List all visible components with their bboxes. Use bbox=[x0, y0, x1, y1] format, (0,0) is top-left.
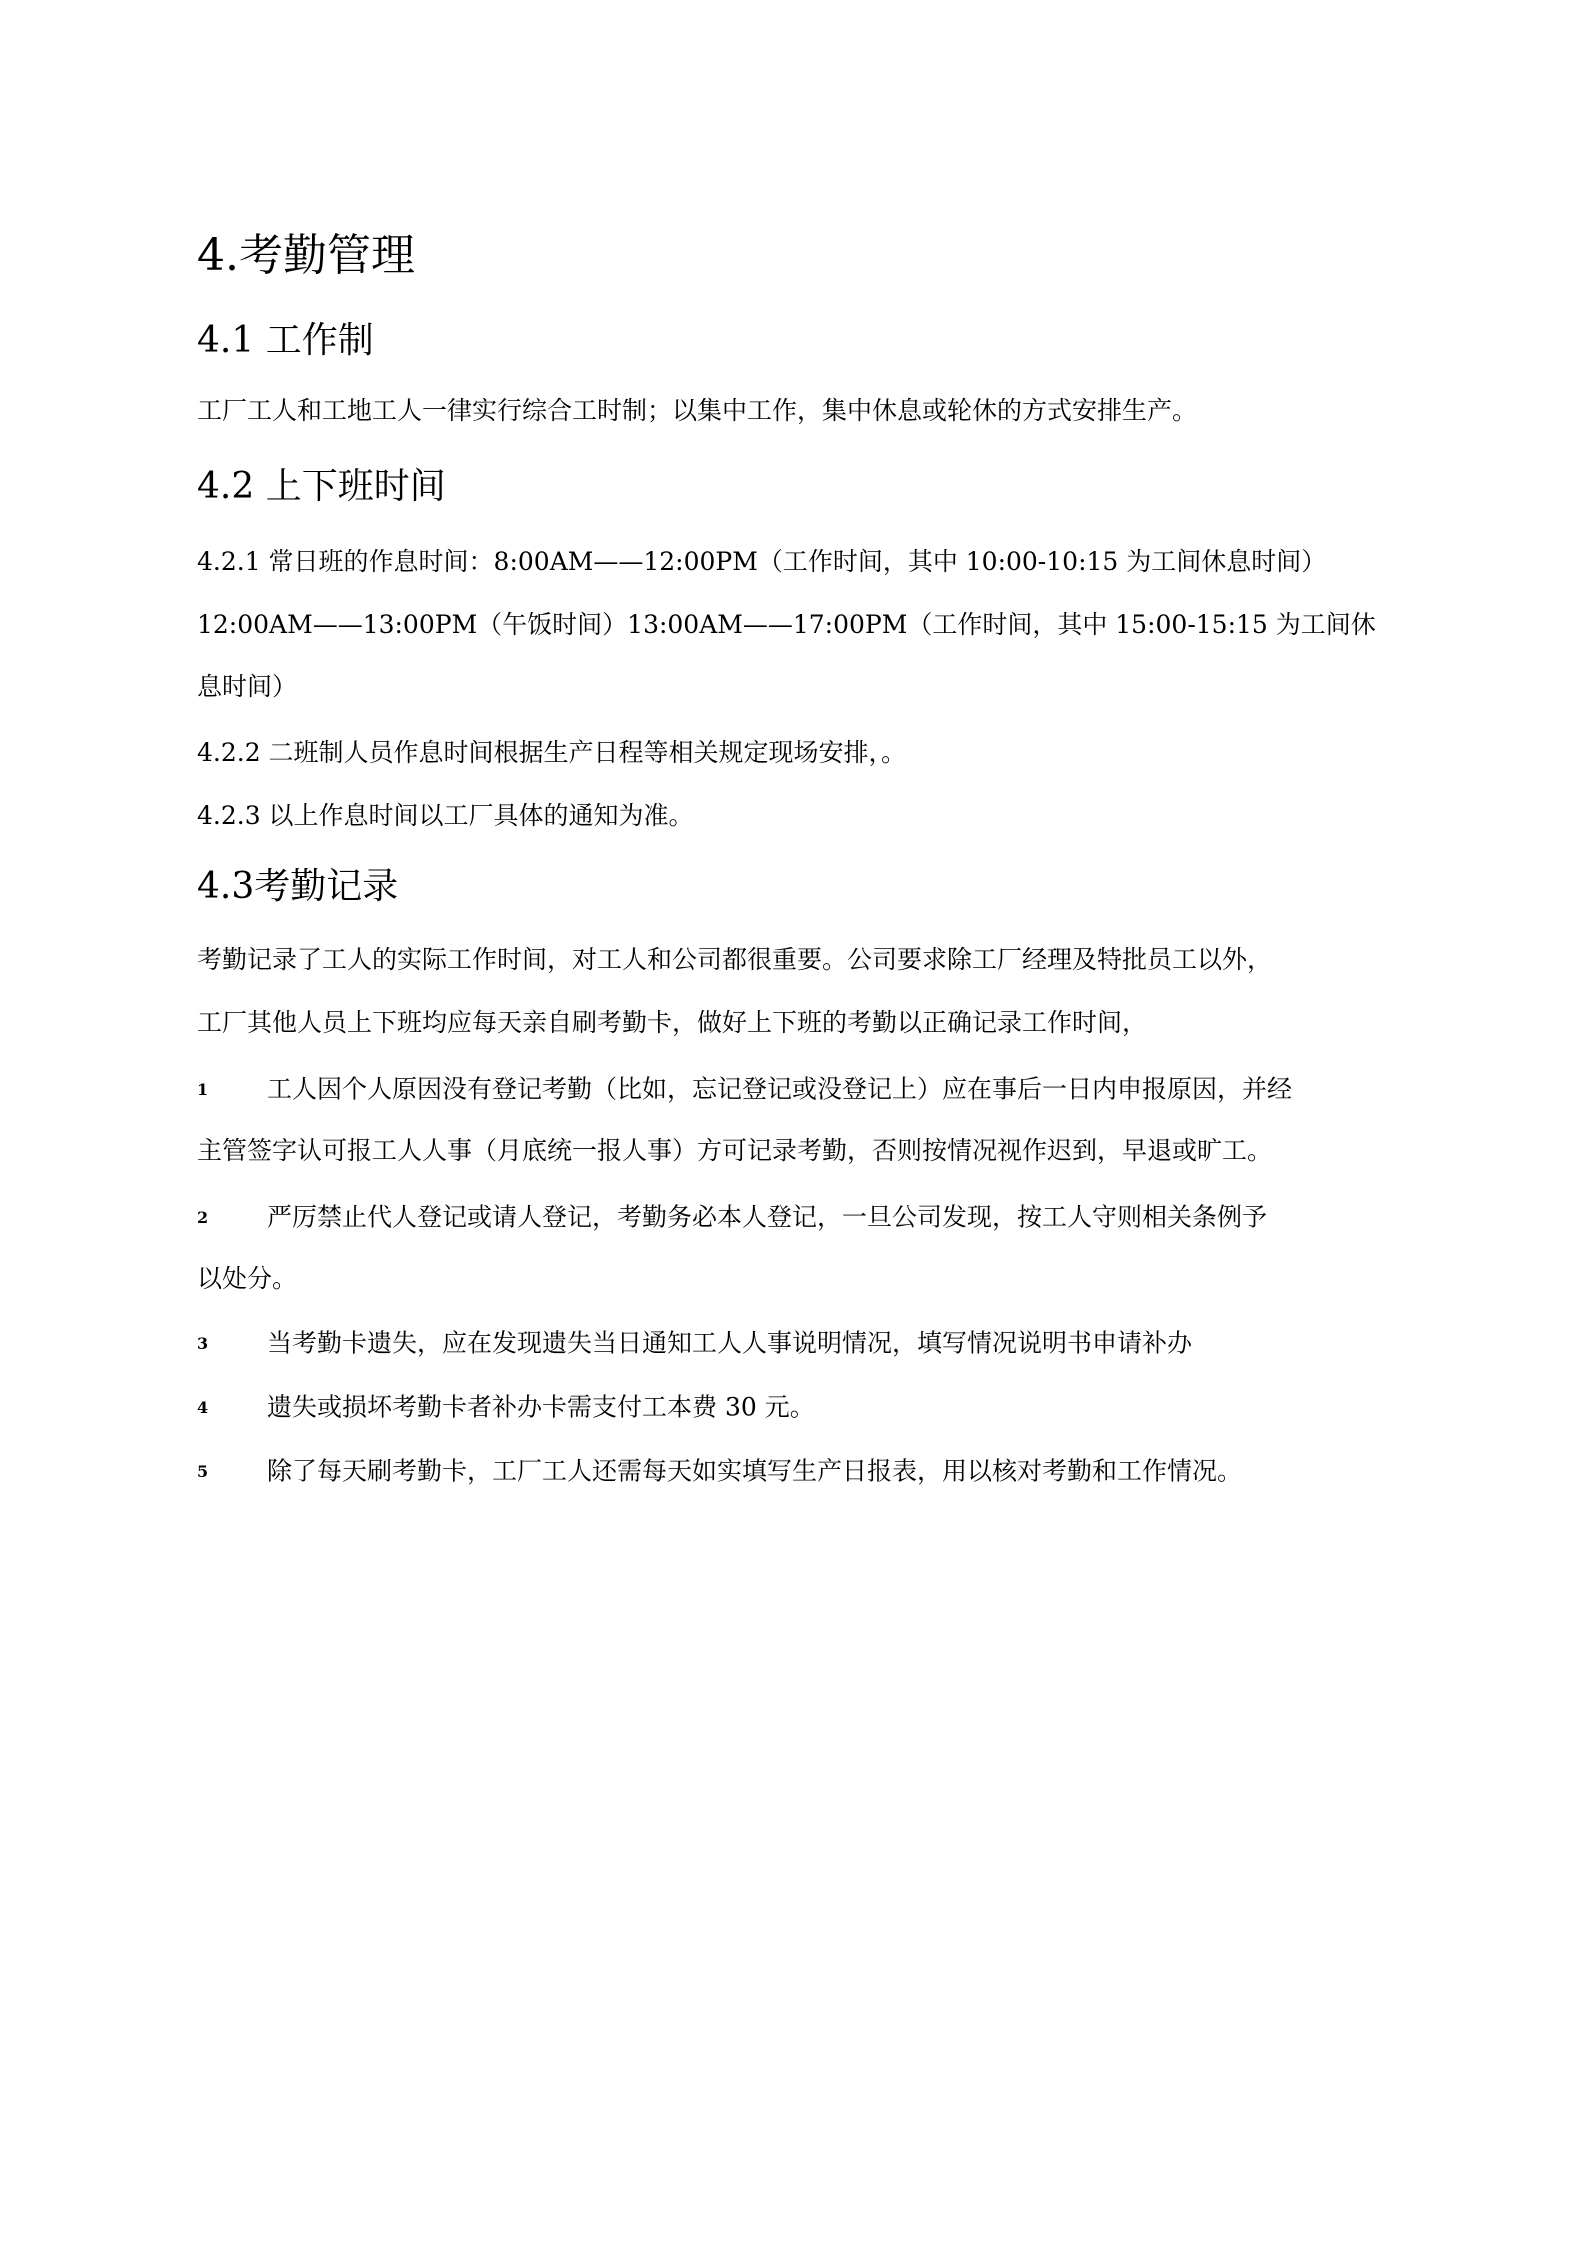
heading-4-2: 4.2 上下班时间 bbox=[197, 466, 446, 507]
list-item-text: 严厉禁止代人登记或请人登记，考勤务必本人登记，一旦公司发现，按工人守则相关条例予 bbox=[267, 1202, 1268, 1232]
heading-4-1: 4.1 工作制 bbox=[197, 320, 374, 361]
list-item-number: 2 bbox=[197, 1207, 209, 1227]
list-item-number: 1 bbox=[197, 1079, 209, 1099]
list-item-continuation: 主管签字认可报工人人事（月底统一报人事）方可记录考勤，否则按情况视作迟到，早退或旷工。 bbox=[197, 1136, 1273, 1165]
paragraph-4-3-intro-line-2: 工厂其他人员上下班均应每天亲自刷考勤卡，做好上下班的考勤以正确记录工作时间， bbox=[197, 1008, 1148, 1037]
list-item bbox=[197, 1199, 1267, 1235]
list-item bbox=[197, 1325, 1192, 1361]
list-item-text: 当考勤卡遗失，应在发现遗失当日通知工人人事说明情况，填写情况说明书申请补办 bbox=[267, 1328, 1193, 1358]
paragraph-4-2-1-line-1: 4.2.1 常日班的作息时间：8:00AM——12:00PM（工作时间，其中 10:00-10:15 为工间休息时间） bbox=[197, 547, 1327, 576]
list-item-text: 除了每天刷考勤卡，工厂工人还需每天如实填写生产日报表，用以核对考勤和工作情况。 bbox=[267, 1456, 1243, 1486]
paragraph-4-3-intro-line-1: 考勤记录了工人的实际工作时间，对工人和公司都很重要。公司要求除工厂经理及特批员工以外， bbox=[197, 945, 1273, 974]
heading-4-3: 4.3考勤记录 bbox=[197, 866, 399, 907]
list-item-number: 4 bbox=[197, 1397, 209, 1417]
list-item-number: 5 bbox=[197, 1461, 209, 1481]
paragraph-4-2-2: 4.2.2 二班制人员作息时间根据生产日程等相关规定现场安排，。 bbox=[197, 738, 907, 767]
list-item bbox=[197, 1453, 1242, 1489]
section-title: 4.考勤管理 bbox=[197, 230, 415, 281]
paragraph-4-2-1-line-2: 12:00AM——13:00PM（午饭时间）13:00AM——17:00PM（工作时间，其中 15:00-15:15 为工间休 bbox=[197, 610, 1376, 639]
list-item-continuation: 以处分。 bbox=[197, 1264, 298, 1293]
list-item bbox=[197, 1071, 1292, 1107]
list-item bbox=[197, 1389, 815, 1425]
paragraph-4-1: 工厂工人和工地工人一律实行综合工时制；以集中工作，集中休息或轮休的方式安排生产。 bbox=[197, 396, 1198, 425]
list-item-text: 遗失或损坏考勤卡者补办卡需支付工本费 30 元。 bbox=[267, 1392, 815, 1422]
paragraph-4-2-3: 4.2.3 以上作息时间以工厂具体的通知为准。 bbox=[197, 801, 694, 830]
list-item-number: 3 bbox=[197, 1333, 209, 1353]
paragraph-4-2-1-line-3: 息时间） bbox=[197, 672, 298, 701]
list-item-text: 工人因个人原因没有登记考勤（比如，忘记登记或没登记上）应在事后一日内申报原因，并经 bbox=[267, 1074, 1293, 1104]
